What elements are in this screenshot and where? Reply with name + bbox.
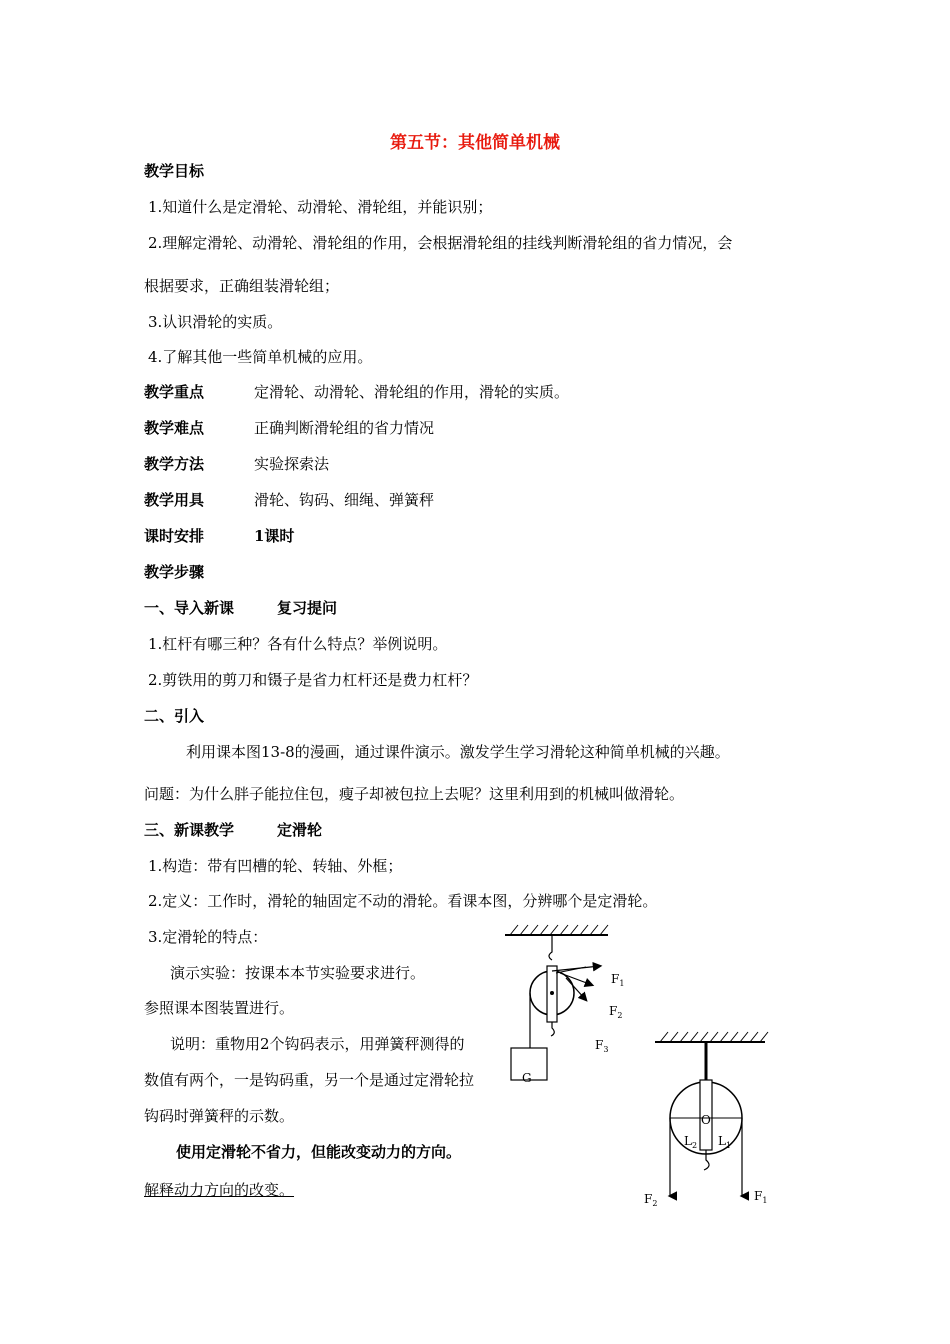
- goal-item: 3.认识滑轮的实质。: [148, 313, 283, 331]
- label-weight: G: [522, 1071, 532, 1085]
- section1-item: 2.剪铁用的剪刀和镊子是省力杠杆还是费力杠杆？: [148, 671, 478, 689]
- label-f1: $F_1$: [754, 1189, 768, 1205]
- label-f2: $F_2$: [644, 1192, 658, 1208]
- label-l2: $L_2$: [684, 1134, 698, 1150]
- info-value-difficulty: 正确判断滑轮组的省力情况: [254, 419, 435, 437]
- section1-heading: 一、导入新课: [144, 599, 235, 617]
- label-l1: $L_1$: [718, 1134, 732, 1150]
- goals-heading: 教学目标: [144, 162, 205, 180]
- explain-link-text: 解释动力方向的改变。: [144, 1181, 295, 1199]
- section3-line: 3.定滑轮的特点：: [148, 928, 268, 946]
- section3-line: 2.定义：工作时，滑轮的轴固定不动的滑轮。看课本图，分辨哪个是定滑轮。: [148, 892, 658, 910]
- section3-sub: 定滑轮: [277, 821, 323, 839]
- section3-heading: 三、新课教学: [144, 821, 235, 839]
- label-f1: $F_1$: [611, 972, 625, 988]
- goal-item: 2.理解定滑轮、动滑轮、滑轮组的作用，会根据滑轮组的挂线判断滑轮组的省力情况，会: [148, 234, 733, 252]
- info-label-difficulty: 教学难点: [144, 419, 205, 437]
- info-label-method: 教学方法: [144, 455, 205, 473]
- goal-item-continued: 根据要求，正确组装滑轮组；: [144, 277, 340, 295]
- info-label-focus: 教学重点: [144, 383, 205, 401]
- section3-line: 1.构造：带有凹槽的轮、转轴、外框；: [148, 857, 403, 875]
- section2-heading: 二、引入: [144, 707, 205, 725]
- goal-item: 4.了解其他一些简单机械的应用。: [148, 348, 373, 366]
- info-label-schedule: 课时安排: [144, 527, 205, 545]
- goal-item: 1.知道什么是定滑轮、动滑轮、滑轮组，并能识别；: [148, 198, 493, 216]
- label-f3: $F_3$: [595, 1038, 609, 1054]
- section3-line: 参照课本图装置进行。: [144, 999, 295, 1017]
- info-value-method: 实验探索法: [254, 455, 330, 473]
- section3-line: 说明：重物用2个钩码表示，用弹簧秤测得的: [170, 1035, 465, 1053]
- info-label-tools: 教学用具: [144, 491, 205, 509]
- info-value-tools: 滑轮、钩码、细绳、弹簧秤: [254, 491, 435, 509]
- section2-line: 利用课本图13-8的漫画，通过课件演示。激发学生学习滑轮这种简单机械的兴趣。: [186, 743, 730, 761]
- steps-heading: 教学步骤: [144, 563, 205, 581]
- section3-line: 演示实验：按课本本节实验要求进行。: [170, 964, 426, 982]
- label-center-o: O: [701, 1113, 711, 1127]
- section1-item: 1.杠杆有哪三种？各有什么特点？举例说明。: [148, 635, 448, 653]
- ceiling-hatch: [655, 1032, 768, 1042]
- section1-sub: 复习提问: [277, 599, 338, 617]
- section3-line: 钩码时弹簧秤的示数。: [144, 1107, 295, 1125]
- info-value-focus: 定滑轮、动滑轮、滑轮组的作用，滑轮的实质。: [254, 383, 570, 401]
- info-value-schedule: 1课时: [254, 527, 295, 545]
- section3-line: 数值有两个，一是钩码重，另一个是通过定滑轮拉: [144, 1071, 475, 1089]
- conclusion: 使用定滑轮不省力，但能改变动力的方向。: [176, 1143, 462, 1161]
- section2-line: 问题：为什么胖子能拉住包，瘦子却被包拉上去呢？这里利用到的机械叫做滑轮。: [144, 785, 685, 803]
- label-f2: $F_2$: [609, 1004, 623, 1020]
- page-title: 第五节：其他简单机械: [390, 133, 560, 153]
